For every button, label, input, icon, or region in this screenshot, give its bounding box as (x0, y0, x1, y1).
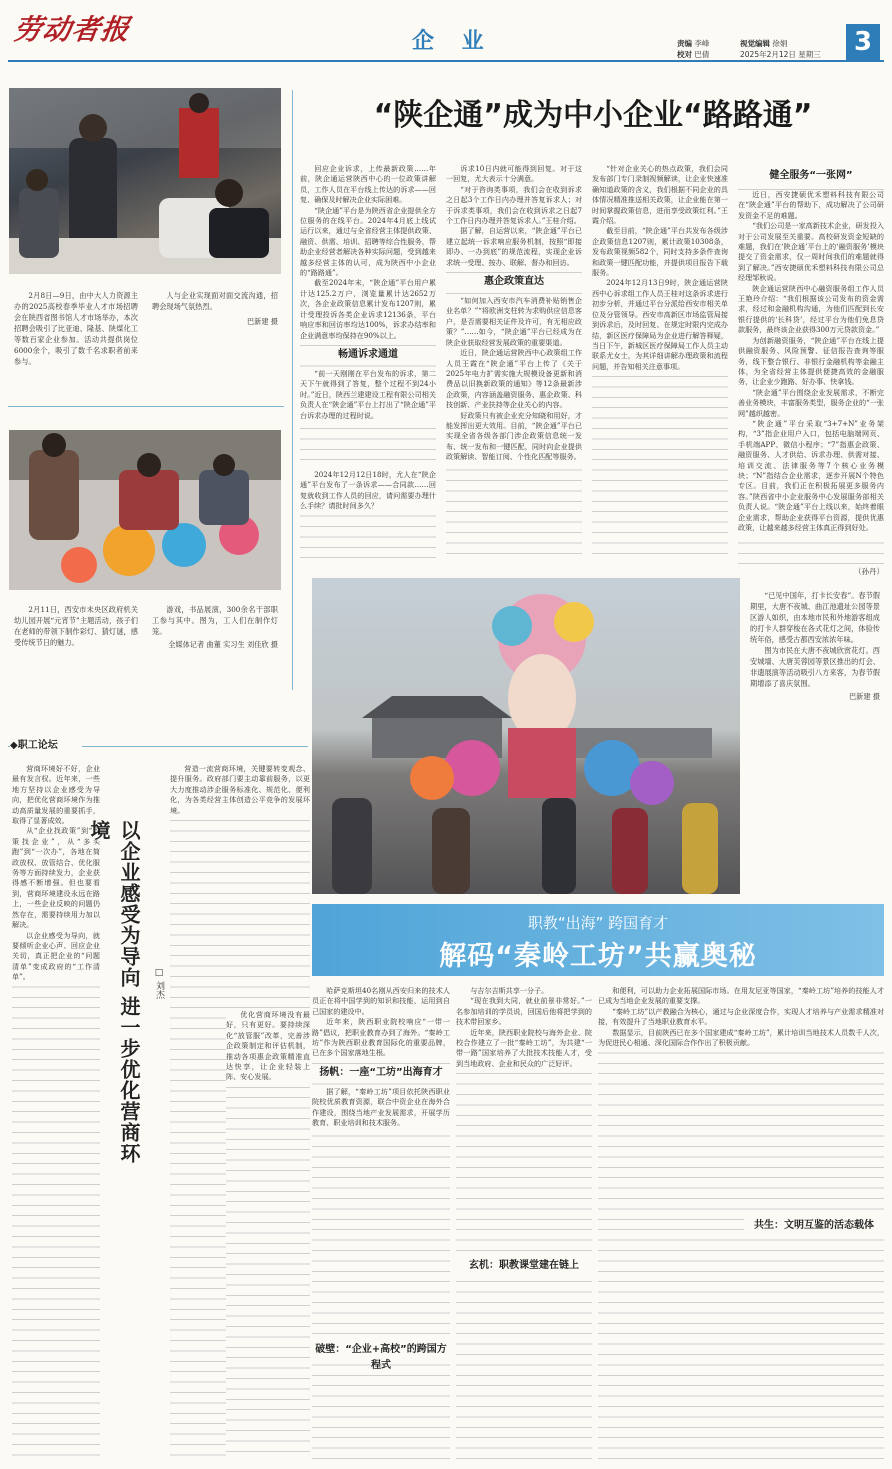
festival-caption-text: “已见中国年，打卡长安春”。春节假期里，大唐不夜城、曲江池遗址公园等景区游人如织，由本地市民和外地游客组成的打卡人群穿梭在各式花灯之间，体验传统年俗，感受古都西安浓浓年味。 (750, 591, 880, 644)
page-number: 3 (846, 24, 880, 60)
column-label: ◆职工论坛 (10, 738, 82, 754)
main-c2b-para-4: “针对企业关心的热点政策，我们会同发布部门专门录制视频解读，让企业快速准确知道政策的含义，我们根据不同企业的具体情况精准推送相关政策，让企业能在第一时间掌握政策信息，进而享受政策红利。”王霞介绍。 (592, 164, 728, 226)
main-col-4 (738, 164, 884, 568)
section-title: 企 业 (412, 29, 494, 54)
editor-name: 李峰 (694, 39, 710, 48)
bottom-subhead-d: 共生：文明互鉴的活态载体 (754, 1220, 874, 1231)
main-c3-para-4: 为创新融资服务，“陕企通”平台在线上提供融资服务、风险预警、征信报告查询等服务，线下整合银行、非银行金融机构等金融主体，为全省经营主体提供便捷高效的金融服务，让企业少跑路、好办事、快拿钱。 (738, 335, 884, 387)
bottom-c2-para-3: 近年来，陕西职业院校与海外企业、院校合作建立了一批“秦岭工坊”，为共建“一带一路”国家培养了大批技术技能人才，受到当地政府、企业和民众的广泛好评。 (456, 1027, 592, 1068)
lantern-caption-text: 2月11日，西安市未央区政府机关幼儿园开展“元宵节”主题活动，孩子们在老师的带领下制作彩灯、猜灯谜，感受传统节日的魅力。 (14, 605, 138, 647)
main-c2-para-1: 诉求10日内就可能得到回复。对于这一回复，尤大表示十分满意。 (446, 164, 582, 184)
design-info (740, 38, 821, 60)
festival-caption (750, 590, 880, 884)
main-col-3 (592, 164, 728, 562)
bottom-subhead-b-wrap (312, 1342, 450, 1371)
masthead-rule (8, 60, 884, 62)
lantern-author: 全媒体记者 曲董 实习生 刘佳欣 摄 (168, 640, 278, 649)
main-c2b-para-1: “如何加入西安市汽车消费补贴销售企业名单？”“将欧洲支柱转为求购供应信息客户，是否需要相关证件及许可，有无相应政策？”……如今，“陕企通”平台已经成为在陕企业获取经营发展政策的重要渠道。 (446, 296, 582, 347)
main-article-author: （孙丹） (854, 567, 884, 576)
main-c1b-para-2: 2024年12月12日18时，尤人在“陕企通”平台发布了一条诉求——合同款……回复就收到工作人员的回应，请问需要办理什么手续？请批时间多久？ (300, 470, 436, 511)
bottom-banner (312, 904, 884, 976)
column-para-2: 从“企业找政策”到“政策找企业”，从“多头跑”到“一次办”，各地在简政放权、放管结合、优化服务等方面持续发力，企业获得感不断增强。但也要看到，营商环境建设永远在路上，一些企业反映的问题仍然存在，需要持续用力加以解决。 (12, 826, 100, 930)
job-fair-caption-right (152, 290, 278, 392)
bottom-subhead-d-wrap (744, 1218, 884, 1234)
job-fair-illustration (9, 88, 281, 274)
festival-author: 巴新建 摄 (848, 692, 880, 701)
design-name: 徐娟 (772, 39, 788, 48)
main-c1b-para-1: “前一天刚刚在平台发布的诉求，第二天下午就得到了答复，整个过程不到24小时。”近日，陕西兰建建设工程有限公司相关负责人在“陕企通”平台上打出了“陕企通”平台诉求办理的过程时说。 (300, 368, 436, 420)
main-c2b-para-5: 截至目前，“陕企通”平台共发布各级涉企政策信息1207则，累计政策10308条，发布政策视频582个，同时支持多条件查询和政策一键匹配功能，并提供项目报告下载服务。 (592, 226, 728, 278)
column-text-right (226, 1010, 310, 1458)
main-c1-para-3: 截至2024年末，“陕企通”平台用户累计达125.2万户，浏览量累计达2652万次，各企业政策信息累计发布1207则，累计受理投诉各类企业诉求12136条，平台响应率和回访率均达100%，诉求办结率和企业满意率均保持在90%以上。 (300, 278, 436, 340)
lantern-photo (9, 430, 281, 590)
column-text-left (12, 764, 100, 1459)
bottom-c2-para-1: 与吉尔吉斯共享一分子。 (456, 986, 592, 996)
bottom-c1-para-2: 近年来，陕西职业院校响应“一带一路”倡议，把职业教育办到了海外。“秦岭工坊”作为陕西职业教育国际化的重要品牌，已在多个国家落地生根。 (312, 1017, 450, 1058)
main-col-1 (300, 164, 436, 468)
column-para-5: 优化营商环境没有最好，只有更好。要持续深化“放管服”改革，完善涉企政策制定和评估机制，推动各项惠企政策精准直达快享，让企业轻装上阵、安心发展。 (226, 1010, 310, 1082)
left-column-divider (292, 90, 293, 690)
bottom-headline: 解码“秦岭工坊”共赢奥秘 (439, 941, 757, 972)
job-fair-author: 巴新建 摄 (246, 317, 278, 326)
column-para-3: 以企业感受为导向，就要倾听企业心声、回应企业关切，真正把企业的“问题清单”变成政府的“工作清单”。 (12, 930, 100, 982)
design-label: 视觉编辑 (740, 39, 770, 48)
column-title: 以企业感受为导向 进一步优化营商环境 (87, 820, 141, 1164)
festival-illustration (312, 578, 740, 894)
editor-label: 责编 (677, 39, 692, 48)
divider-1 (8, 406, 284, 407)
proof-name: 巴倩 (694, 50, 710, 59)
festival-caption-text-2: 图为市民在大唐不夜城欣赏花灯。西安城墙、大唐芙蓉园等景区推出的灯会、非遗展演等活动吸引八方来客，为春节假期增添了喜庆氛围。 (750, 646, 880, 688)
column-author: □ 刘杰 (154, 968, 164, 999)
issue-date: 2025年2月12日 星期三 (740, 50, 821, 59)
newspaper-logo: 劳动者报 (11, 13, 133, 46)
main-col-1b (300, 470, 436, 562)
bottom-subhead-b: 破壁：“企业+高校”的跨国方程式 (315, 1344, 447, 1371)
proof-label: 校对 (677, 50, 692, 59)
main-subhead-3: 健全服务“一张网” (738, 168, 884, 184)
bottom-c3-para-1: 和便利，可以助力企业拓展国际市场。在用友尼亚等国家，“秦岭工坊”培养的技能人才已成为当地企业发展的重要支撑。 (598, 986, 884, 1006)
main-c3-para-3: 陕企通运营陕西中心融资服务组工作人员王艳玲介绍：“我们根据该公司发布的资金需求，经过和金融机构沟通，为他们匹配到长安银行提供的‘长科贷’，经过平台为他们免息贷款服务，最终该企业获得300万元贷款资金。” (738, 283, 884, 335)
main-c1b-para-3: 2024年12月13日9时，陕企通运营陕西中心诉求组工作人员王桂对这条诉求进行初步分析，并通过平台分派给西安市相关单位及分管领导。西安市高新区市场监管局接到诉求后，及时回复、在规定时限内完成办结，新区医疗保障局为企业进行解答释疑，当日下午，新城区医疗保障局工作人员主动联系尤女士，为其详细讲解办理政策和流程问题，并告知相关注意事项。 (592, 278, 728, 371)
bottom-c3-para-2: “秦岭工坊”以产教融合为核心，通过与企业深度合作，实现人才培养与产业需求精准对接，有效提升了当地职业教育水平。 (598, 1006, 884, 1027)
editor-info (677, 38, 709, 60)
main-c1-para-1: 回应企业诉求，上传最新政策……年前，陕企通运营陕西中心的一位政策讲解员，工作人员在平台线上传达的诉求——回复、确保及时解决企业实际困难。 (300, 164, 436, 205)
bottom-c1-para-1: 哈萨克斯坦40名刚从西安归来的技术人员正在将中国学到的知识和技能，运用到自己国家的建设中。 (312, 986, 450, 1016)
main-c2-para-3: 据了解，自运营以来，“陕企通”平台已建立起统一诉求响应服务机制，按照“即接即办、一办到底”的规范流程，实现企业诉求统一受理、按办、联解、督办和回访。 (446, 226, 582, 267)
main-headline: “陕企通”成为中小企业“路路通” (373, 98, 813, 133)
bottom-c3-para-3: 数据显示，目前陕西已在多个国家建成“秦岭工坊”，累计培训当地技术人员数千人次，为促进民心相通、深化国际合作作出了积极贡献。 (598, 1027, 884, 1048)
bottom-subhead-c-wrap (456, 1258, 592, 1274)
job-fair-caption (14, 290, 138, 392)
main-c1-para-2: “陕企通”平台是为陕西省企业提供全方位服务的在线平台。2024年4月底上线试运行以来，通过与全省经营主体提供政策、融资、供需、培训、招聘等综合性服务，帮助企业经营者解决各种实际问题，受到越来越多经营主体的认可，成为陕西中小企业的“路路通”。 (300, 205, 436, 278)
job-fair-caption-tail: 人与企业实现面对面交流沟通，招聘会现场气氛热烈。 (152, 291, 278, 311)
bottom-subhead-a: 扬帆：一座“工坊”出海育才 (312, 1065, 450, 1081)
masthead (0, 0, 892, 62)
bottom-kicker: 职教“出海” 跨国育才 (527, 914, 669, 932)
bottom-c1-para-3: 据了解，“秦岭工坊”项目依托陕西职业院校优质教育资源，联合中资企业在海外合作建设，围绕当地产业发展需求，开展学历教育、职业培训和技术服务。 (312, 1086, 450, 1128)
job-fair-caption-text: 2月8日—9日，由中大人力资源主办的2025高校春季毕业人才市场招聘会在陕西省图书馆人才市场举办，本次招聘会吸引了比亚迪、隆基、陕煤化工等数百家企业参加。活动共提供岗位6000余个，吸引了数千名求职者前来参与。 (14, 291, 138, 366)
main-c2-para-2: “对于咨询类事项，我们会在收到诉求之日起3个工作日内办理并答复诉求人；对于诉求类事项，我们会在收到诉求之日起7个工作日内办理并答复诉求人。”王桂介绍。 (446, 184, 582, 226)
lantern-caption-right (152, 604, 278, 684)
main-c3-para-6: “陕企通”平台采取“3+7+N”业务架构，“3”指企业用户入口，包括电脑端网页、手机端APP、微信小程序；“7”指惠企政策、融资服务、人才供给、诉求办理、供需对接、培训交流、法律服务等7个核心业务模块；“N”指结合企业需求，逐步开展N个特色专区。目前，我们正在积极拓展更多服务内容。”陕西省中小企业服务中心发展服务部相关负责人说。“陕企通”平台上线以来，始终着眼企业需求，帮助企业获得平台资源，提供优惠政策，让越来越多经营主体真正得到好处。 (738, 418, 884, 532)
main-c2b-para-2: 近日，陕企通运营陕西中心政策组工作人员王霞在“陕企通”平台上传了《关于2025年电力扩需实施大规模设备更新和消费品以旧换新政策的通知》等12条最新涉企政策，内容涵盖融资服务、惠企政策、科技创新、产业扶持等企业关心的内容。 (446, 348, 582, 410)
lantern-illustration (9, 430, 281, 590)
main-subhead-2: 惠企政策直达 (446, 274, 582, 290)
main-col-2 (446, 164, 582, 562)
main-c3-para-1: 近日，西安捷硕优禾塑料科技有限公司在“陕企通”平台的帮助下，成功解决了公司研发资金不足的难题。 (738, 190, 884, 220)
lantern-caption-tail: 游戏，书品展演，300余名干部职工参与其中。图为，工人们在制作灯笼。 (152, 605, 278, 636)
lantern-festival-photo (312, 578, 740, 894)
main-subhead-1: 畅通诉求通道 (300, 347, 436, 363)
lantern-caption (14, 604, 138, 684)
column-para-1: 营商环境好不好，企业最有发言权。近年来，一些地方坚持以企业感受为导向，把优化营商环境作为推动高质量发展的重要抓手，取得了显著成效。 (12, 764, 100, 826)
main-c3-para-2: “我们公司是一家高新技术企业，研发投入对于公司发展至关重要。高校研发资金短缺的难题，我们在‘陕企通’平台上的‘融资服务’模块提交了资金需求，仅一周时间我们的难题就得到了解决。”西安捷硕优禾塑料科技有限公司总经理邹秋说。 (738, 221, 884, 283)
job-fair-photo (9, 88, 281, 274)
main-c3-para-5: “陕企通”平台围绕企业发展需求，不断完善业务模块，丰富服务类型，服务企业的“一张网”越织越密。 (738, 387, 884, 418)
bottom-col-2 (456, 986, 592, 1460)
main-c2b-para-3: 好政策只有被企业充分知晓和用好，才能发挥出更大效用。目前，“陕企通”平台已实现全省各级各部门涉企政策信息统一发布、统一发布和一键匹配，同时向企业提供政策解读、智能订阅、个性化匹配等服务。 (446, 410, 582, 462)
bottom-subhead-c: 玄机：职教课堂建在链上 (469, 1260, 579, 1271)
bottom-col-1 (312, 986, 450, 1460)
column-para-4: 营造一流营商环境，关键要转变观念、提升服务。政府部门要主动靠前服务，以更大力度推动涉企服务标准化、规范化、便利化，为各类经营主体创造公平竞争的发展环境。 (170, 764, 310, 815)
bottom-c2-para-2: “现在我到大同，就业前景非常好。”一名参加培训的学员说，回国后他将把学到的技术带回家乡。 (456, 996, 592, 1027)
